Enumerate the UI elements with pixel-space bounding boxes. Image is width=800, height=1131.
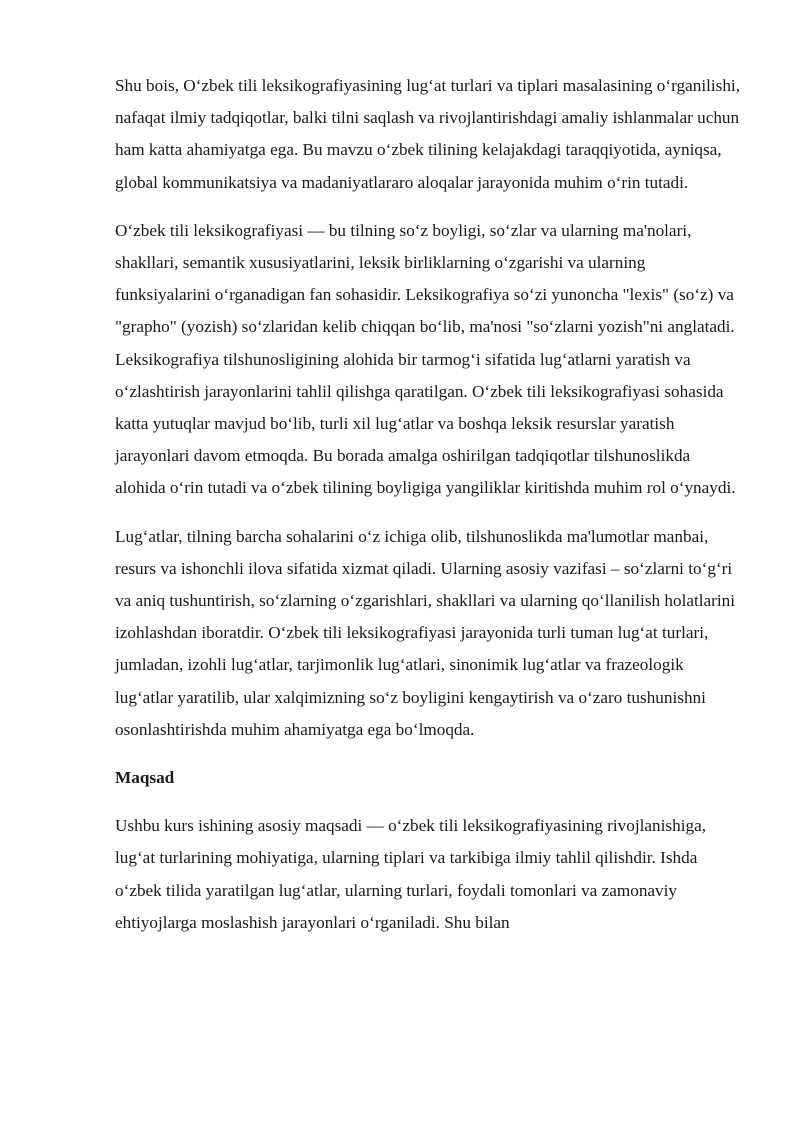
paragraph-intro: Shu bois, O‘zbek tili leksikografiyasining lug‘at turlari va tiplari masalasining o‘rganilishi, nafaqat ilmiy tadqiqotlar, balki tilni saqlash va rivojlantirishdagi amaliy ishlanmalar uchun ham katta ahamiyatga ega. Bu mavzu o‘zbek tilining kelajakdagi taraqqiyotida, ayniqsa, global kommunikatsiya va madaniyatlararo aloqalar jarayonida muhim o‘rin tutadi. [115, 76, 741, 192]
paragraph-definition: O‘zbek tili leksikografiyasi — bu tilning so‘z boyligi, so‘zlar va ularning ma'nolari, shakllari, semantik xususiyatlarini, leksik birliklarning o‘zgarishi va ularning funksiyalarini o‘rganadigan fan sohasidir. Leksikografiya so‘zi yunoncha "lexis" (so‘z) va "grapho" (yozish) so‘zlaridan kelib chiqqan bo‘lib, ma'nosi "so‘zlarni yozish"ni anglatadi. Leksikografiya tilshunosligining alohida bir tarmog‘i sifatida lug‘atlarni yaratish va o‘zlashtirish jarayonlarini tahlil qilishga qaratilgan. O‘zbek tili leksikografiyasi sohasida katta yutuqlar mavjud bo‘lib, turli xil lug‘atlar va boshqa leksik resurslar yaratish jarayonlari davom etmoqda. Bu borada amalga oshirilgan tadqiqotlar tilshunoslikda alohida o‘rin tutadi va o‘zbek tilining boyligiga yangiliklar kiritishda muhim rol o‘ynaydi. [115, 220, 736, 498]
paragraph-goal: Ushbu kurs ishining asosiy maqsadi — o‘zbek tili leksikografiyasining rivojlanishiga, lug‘at turlarining mohiyatiga, ularning tiplari va tarkibiga ilmiy tahlil qilishdir. Ishda o‘zbek tilida yaratilgan lug‘atlar, ularning turlari, foydali tomonlari va zamonaviy ehtiyojlarga moslashish jarayonlari o‘rganiladi. Shu bilan [115, 816, 706, 932]
section-heading: Maqsad [115, 768, 175, 788]
document-page [115, 70, 740, 955]
paragraph-dictionaries: Lug‘atlar, tilning barcha sohalarini o‘z ichiga olib, tilshunoslikda ma'lumotlar manbai, resurs va ishonchli ilova sifatida xizmat qiladi. Ularning asosiy vazifasi – so‘zlarni to‘g‘ri va aniq tushuntirish, so‘zlarning o‘zgarishlari, shakllari va ularning qo‘llanilish holatlarini izohlashdan iboratdir. O‘zbek tili leksikografiyasi jarayonida turli tuman lug‘at turlari, jumladan, izohli lug‘atlar, tarjimonlik lug‘atlari, sinonimik lug‘atlar va frazeologik lug‘atlar yaratilib, ular xalqimizning so‘z boyligini kengaytirish va o‘zaro tushunishni osonlashtirishda muhim ahamiyatga ega bo‘lmoqda. [115, 526, 736, 739]
